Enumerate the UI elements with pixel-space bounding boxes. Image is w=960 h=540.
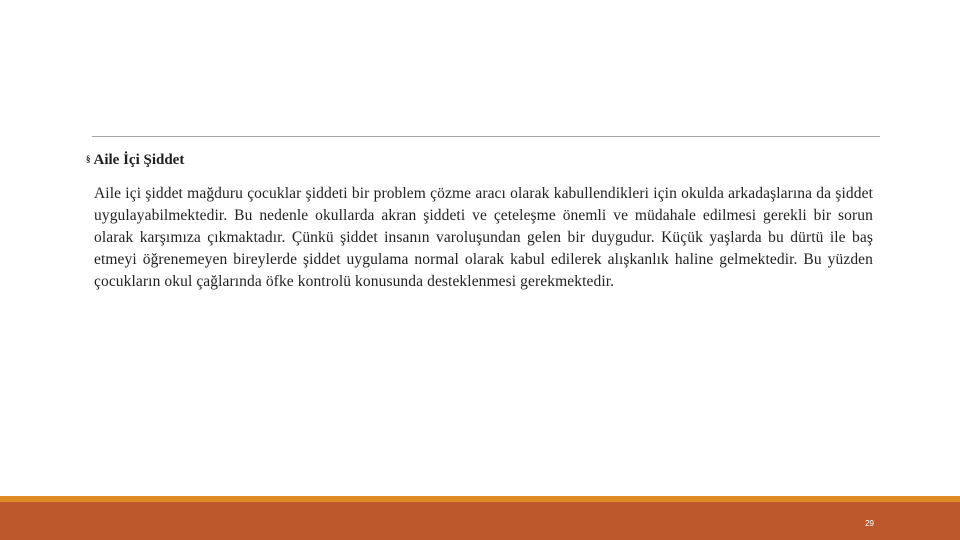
section-heading-text: Aile İçi Şiddet <box>93 151 185 168</box>
bullet-icon: § <box>86 154 91 164</box>
title-divider <box>92 136 880 137</box>
section-heading <box>86 150 184 170</box>
page-number: 29 <box>865 519 874 528</box>
footer-bar <box>0 496 960 540</box>
body-paragraph: Aile içi şiddet mağduru çocuklar şiddeti bir problem çözme aracı olarak kabullendikleri için okulda arkadaşlarına da şiddet uygulayabilmektedir. Bu nedenle okullarda akran şiddeti ve çeteleşme önemli ve müdahale edilmesi gerekli bir sorun olarak karşımıza çıkmaktadır. Çünkü şiddet insanın varoluşundan gelen bir duygudur. Küçük yaşlarda bu dürtü ile baş etmeyi öğrenemeyen bireylerde şiddet uygulama normal olarak kabul edilerek alışkanlık haline gelmektedir. Bu yüzden çocukların okul çağlarında öfke kontrolü konusunda desteklenmesi gerekmektedir. <box>94 185 873 290</box>
footer-accent-stripe <box>0 496 960 502</box>
